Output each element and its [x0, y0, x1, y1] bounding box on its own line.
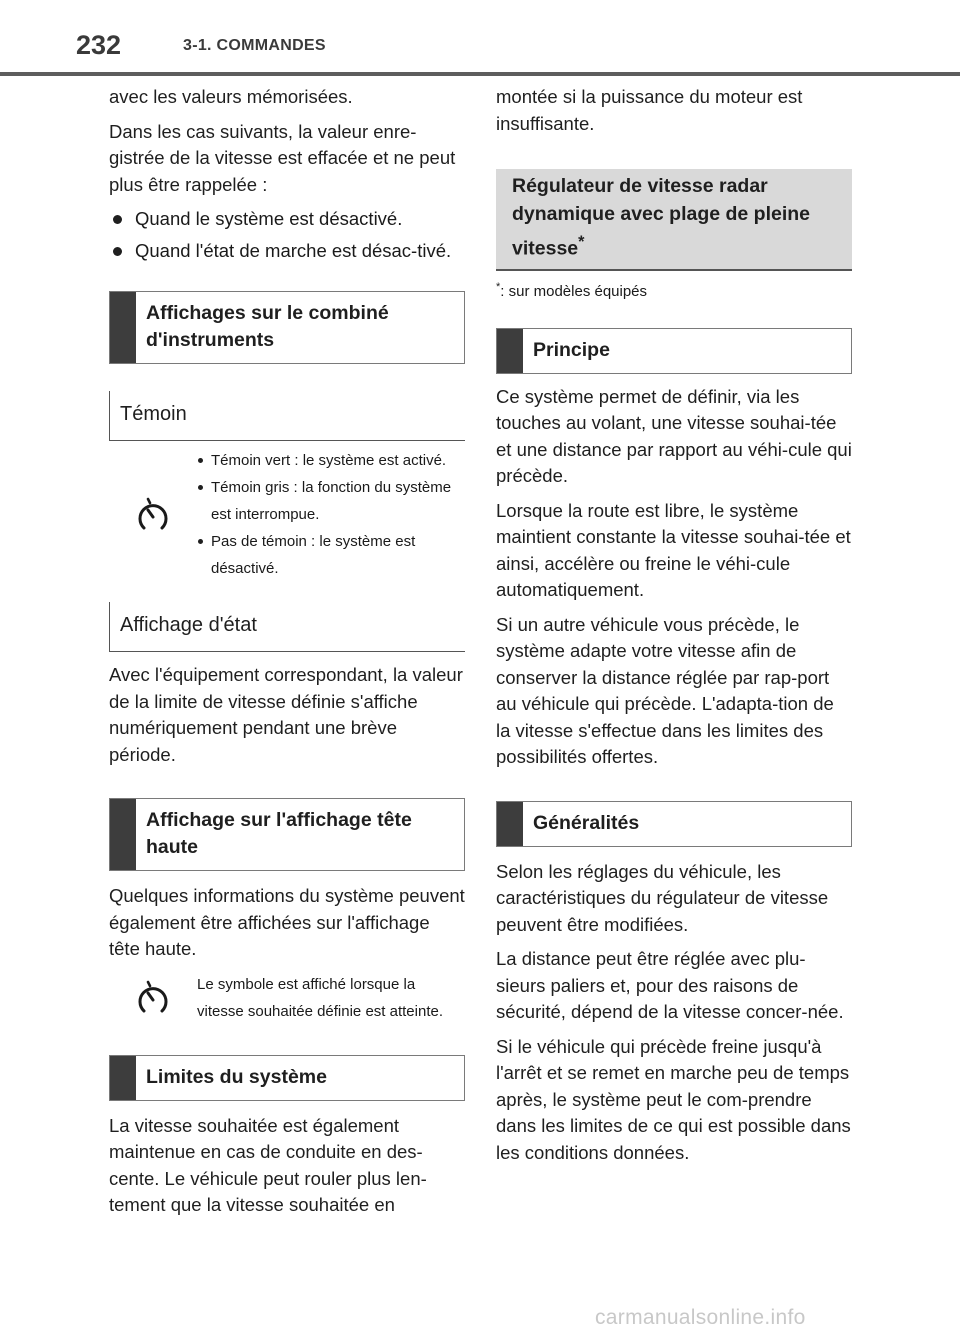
paragraph: montée si la puissance du moteur est insuffisante.	[496, 86, 803, 134]
speedometer-icon	[109, 978, 197, 1018]
page-header	[0, 0, 960, 76]
footnote-mark: *	[496, 280, 501, 293]
paragraph: Lorsque la route est libre, le système maintient constante la vitesse souhai-tée et ainsi, accélère ou freine le véhi-cule automatiquement.	[496, 499, 851, 600]
section-heading-text: Généralités	[533, 811, 640, 834]
heading-bar	[110, 1056, 136, 1100]
main-heading	[496, 169, 852, 271]
section-heading	[109, 1055, 465, 1101]
footnote	[496, 281, 852, 300]
subsection-heading: Témoin	[109, 391, 465, 441]
hud-note: Le symbole est affiché lorsque la vitesse souhaitée définie est atteinte.	[197, 975, 443, 1020]
paragraph: Si un autre véhicule vous précède, le système adapte votre vitesse afin de conserver la distance réglée par rap-port au véhicule qui précède. L'adapta-tion de la vitesse s'effectue dans les limites des possibilités offertes.	[496, 613, 834, 767]
hud-block	[109, 971, 465, 1025]
paragraph: Avec l'équipement correspondant, la valeur de la limite de vitesse définie s'affiche numériquement pendant une brève période.	[109, 664, 463, 765]
heading-bar	[110, 799, 136, 870]
left-column	[109, 84, 465, 1227]
section-heading-text: Affichage sur l'affichage tête haute	[146, 809, 412, 858]
section-heading	[496, 328, 852, 374]
asterisk-mark: *	[578, 233, 585, 251]
paragraph: avec les valeurs mémorisées.	[109, 86, 353, 107]
speedometer-icon	[109, 495, 197, 535]
indicator-list	[197, 447, 465, 582]
section-heading-text: Affichages sur le combiné d'instruments	[146, 302, 389, 351]
heading-bar	[497, 329, 523, 373]
paragraph: Ce système permet de définir, via les touches au volant, une vitesse souhai-tée et une distance par rapport au véhi-cule qui précède.	[496, 385, 852, 486]
indicator-item: Témoin vert : le système est activé.	[197, 447, 465, 474]
indicator-item: Témoin gris : la fonction du système est interrompue.	[197, 474, 465, 528]
page-number: 232	[76, 30, 122, 60]
heading-bar	[110, 292, 136, 363]
indicator-item: Pas de témoin : le système est désactivé.	[197, 528, 465, 582]
right-column	[496, 84, 852, 1174]
paragraph: La distance peut être réglée avec plu-sieurs paliers et, pour des raisons de sécurité, dépend de la vitesse concer-née.	[496, 948, 844, 1022]
footnote-text: : sur modèles équipés	[500, 282, 648, 300]
main-heading-text: Régulateur de vitesse radar dynamique avec plage de pleine vitesse	[512, 175, 811, 260]
section-heading	[109, 291, 465, 364]
section-heading	[496, 801, 852, 847]
paragraph: Si le véhicule qui précède freine jusqu'à l'arrêt et se remet en marche peu de temps après, le système peut le com-prendre dans les limites de ce qui est possible dans les conditions données.	[496, 1035, 851, 1163]
section-heading-text: Principe	[533, 338, 610, 361]
heading-bar	[497, 802, 523, 846]
section-heading	[109, 798, 465, 871]
watermark: carmanualsonline.info	[595, 1306, 806, 1329]
header-rule	[0, 72, 960, 76]
paragraph: Selon les réglages du véhicule, les caractéristiques du régulateur de vitesse peuvent être modifiées.	[496, 860, 829, 935]
paragraph: La vitesse souhaitée est également maintenue en cas de conduite en des-cente. Le véhicule peut rouler plus len-tement que la vitesse souhaitée en	[109, 1114, 427, 1215]
subsection-heading: Affichage d'état	[109, 602, 465, 652]
section-heading-text: Limites du système	[146, 1065, 327, 1088]
paragraph: Quelques informations du système peuvent également être affichées sur l'affichage tête haute.	[109, 885, 465, 959]
bullet-item: Quand le système est désactivé.	[109, 206, 465, 233]
paragraph: Dans les cas suivants, la valeur enre-gistrée de la vitesse est effacée et ne peut plus être rappelée :	[109, 120, 456, 195]
bullet-item: Quand l'état de marche est désac-tivé.	[109, 238, 465, 265]
indicator-block	[109, 447, 465, 582]
chapter-title: 3-1. COMMANDES	[183, 37, 326, 54]
